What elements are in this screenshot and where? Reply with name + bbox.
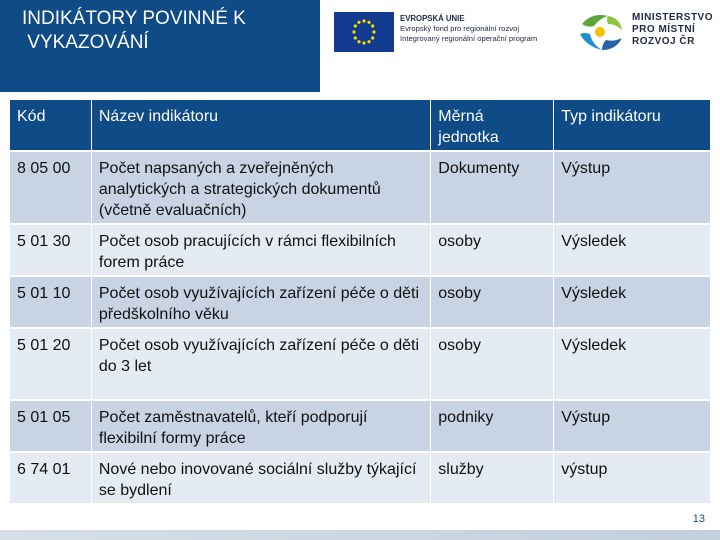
cell-unit: osoby [431,328,554,400]
cell-type: Výsledek [554,276,710,328]
indicator-table [10,100,710,503]
table-row [10,151,710,224]
eu-logo-text [400,14,565,44]
header-unit: Měrná jednotka [431,100,554,151]
table-row [10,452,710,503]
cell-type: Výstup [554,400,710,452]
mmr-logo-icon [578,10,624,54]
cell-unit: osoby [431,224,554,276]
cell-unit: Dokumenty [431,151,554,224]
cell-indicator-name: Počet osob využívajících zařízení péče o děti předškolního věku [91,276,430,328]
header-code: Kód [10,100,91,151]
header-type: Typ indikátoru [554,100,710,151]
bottom-stripe [0,530,720,540]
cell-code: 5 01 30 [10,224,91,276]
eu-flag-icon [334,12,394,52]
cell-type: výstup [554,452,710,503]
cell-indicator-name: Počet zaměstnavatelů, kteří podporují flexibilní formy práce [91,400,430,452]
cell-type: Výsledek [554,224,710,276]
cell-unit: podniky [431,400,554,452]
cell-indicator-name: Počet osob využívajících zařízení péče o děti do 3 let [91,328,430,400]
cell-unit: osoby [431,276,554,328]
cell-indicator-name: Počet osob pracujících v rámci flexibilních forem práce [91,224,430,276]
cell-code: 6 74 01 [10,452,91,503]
cell-indicator-name: Nové nebo inovované sociální služby týkající se bydlení [91,452,430,503]
cell-code: 5 01 05 [10,400,91,452]
mmr-logo-line1: MINISTERSTVO [632,12,714,23]
table-header-row [10,100,710,151]
header-indicator-name: Název indikátoru [91,100,430,151]
table-row [10,400,710,452]
cell-code: 5 01 10 [10,276,91,328]
mmr-logo-line2: PRO MÍSTNÍ [632,24,696,35]
cell-indicator-name: Počet napsaných a zveřejněných analytických a strategických dokumentů (včetně evaluačních) [91,151,430,224]
page-number: 13 [692,513,705,525]
cell-code: 8 05 00 [10,151,91,224]
mmr-logo-text [632,12,713,48]
table-row [10,328,710,400]
eu-logo-line1: EVROPSKÁ UNIE [400,14,465,23]
cell-unit: služby [431,452,554,503]
title-band [0,0,320,92]
cell-type: Výstup [554,151,710,224]
slide-title: INDIKÁTORY POVINNÉ K VYKAZOVÁNÍ [22,8,246,53]
eu-logo-line3: Integrovaný regionální operační program [400,34,538,43]
eu-logo-line2: Evropský fond pro regionální rozvoj [400,24,520,33]
table-row [10,276,710,328]
cell-type: Výsledek [554,328,710,400]
table-row [10,224,710,276]
slide-header [0,0,720,92]
cell-code: 5 01 20 [10,328,91,400]
mmr-logo-line3: ROZVOJ ČR [632,36,695,47]
